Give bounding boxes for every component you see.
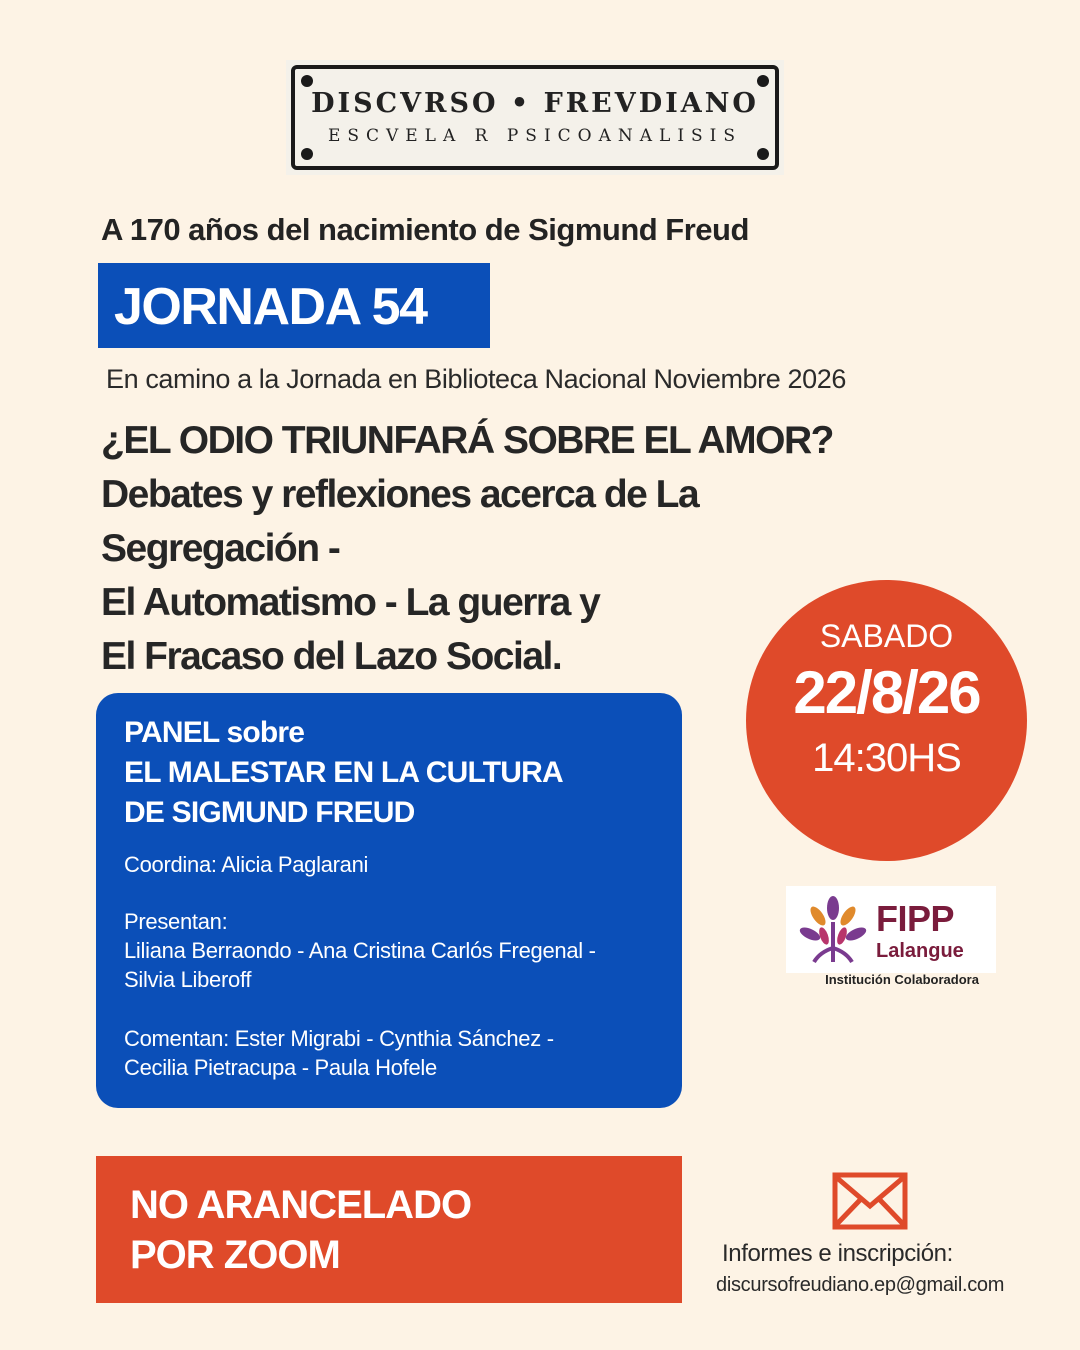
- event-date: 22/8/26: [793, 659, 980, 726]
- presenters-line: Liliana Berraondo - Ana Cristina Carlós Fregenal -: [124, 938, 596, 963]
- logo-corner-dot: [301, 148, 313, 160]
- mail-icon: [832, 1172, 908, 1230]
- fee-banner: [96, 1156, 682, 1303]
- logo-corner-dot: [301, 75, 313, 87]
- logo-corner-dot: [757, 148, 769, 160]
- panel-coordinator: Coordina: Alicia Paglarani: [124, 852, 369, 877]
- fipp-logo: [786, 886, 996, 973]
- panel-heading-line: DE SIGMUND FREUD: [124, 796, 415, 829]
- jornada-title: JORNADA 54: [114, 278, 427, 336]
- panel-presenters: [124, 907, 596, 994]
- logo-subtitle: ESCVELA R PSICOANALISIS: [327, 126, 743, 146]
- event-subtitle: En camino a la Jornada en Biblioteca Nacional Noviembre 2026: [106, 364, 846, 394]
- jornada-banner: [98, 263, 490, 348]
- presenters-line: Silvia Liberoff: [124, 967, 252, 992]
- contact-email[interactable]: discursofreudiano.ep@gmail.com: [716, 1274, 1005, 1296]
- panel-heading-line: PANEL sobre: [124, 716, 305, 749]
- commentators-line: Cecilia Pietracupa - Paula Hofele: [124, 1055, 437, 1080]
- anniversary-heading: A 170 años del nacimiento de Sigmund Freud: [101, 212, 749, 247]
- discurso-freudiano-logo: [286, 60, 784, 175]
- main-title: [101, 414, 833, 684]
- fee-line: POR ZOOM: [130, 1233, 340, 1277]
- presenters-label: Presentan:: [124, 909, 228, 934]
- fee-text: [130, 1180, 471, 1280]
- panel-heading: [124, 713, 563, 833]
- panel-heading-line: EL MALESTAR EN LA CULTURA: [124, 756, 563, 789]
- main-title-line: El Automatismo - La guerra y: [101, 581, 600, 624]
- commentators-line: Comentan: Ester Migrabi - Cynthia Sánchez -: [124, 1026, 554, 1051]
- date-badge: [746, 580, 1027, 861]
- main-title-line: Segregación -: [101, 527, 340, 570]
- logo-title: DISCVRSO • FREVDIANO: [311, 88, 759, 119]
- fee-line: NO ARANCELADO: [130, 1183, 472, 1227]
- panel-card: [96, 693, 682, 1108]
- info-label: Informes e inscripción:: [722, 1240, 953, 1267]
- logo-corner-dot: [757, 75, 769, 87]
- fipp-subtitle: Lalangue: [876, 940, 964, 962]
- event-day: SABADO: [819, 618, 954, 654]
- fipp-flower-icon: [796, 892, 870, 968]
- main-title-line: El Fracaso del Lazo Social.: [101, 635, 562, 678]
- main-title-line: ¿EL ODIO TRIUNFARÁ SOBRE EL AMOR?: [101, 419, 833, 462]
- fipp-title: FIPP: [876, 898, 955, 939]
- event-time: 14:30HS: [812, 736, 961, 780]
- fipp-caption: Institución Colaboradora: [825, 972, 979, 987]
- main-title-line: Debates y reflexiones acerca de La: [101, 473, 699, 516]
- panel-commentators: [124, 1024, 554, 1082]
